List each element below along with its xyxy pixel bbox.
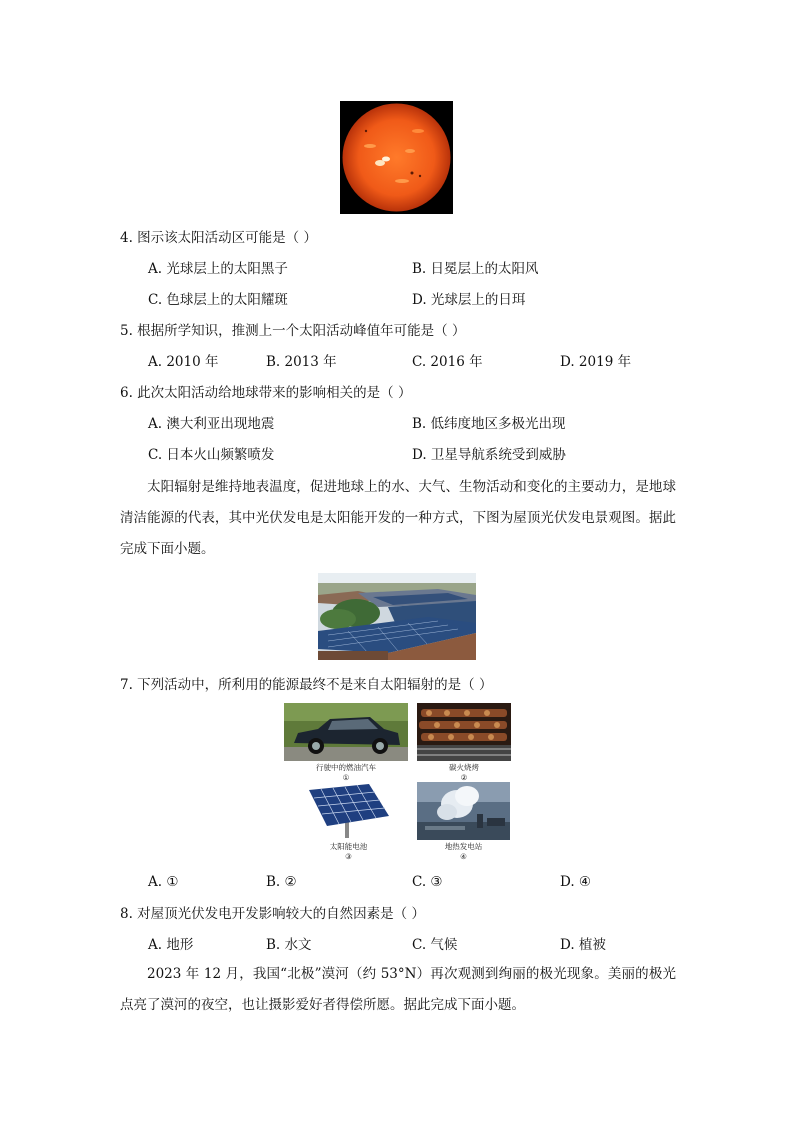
q7-option-b[interactable]: B. ② xyxy=(266,874,297,890)
q6-option-d[interactable]: D. 卫星导航系统受到威胁 xyxy=(412,447,566,463)
fuel-car-image xyxy=(284,703,408,761)
solar-panel-caption-text: 太阳能电池 xyxy=(329,842,368,851)
geothermal-plant-caption-num: ④ xyxy=(460,852,467,861)
q8-stem: 8. 对屋顶光伏发电开发影响较大的自然因素是（ ） xyxy=(120,906,425,922)
q4-option-c[interactable]: C. 色球层上的太阳耀斑 xyxy=(148,292,288,308)
q5-stem: 5. 根据所学知识，推测上一个太阳活动峰值年可能是（ ） xyxy=(120,323,466,339)
fuel-car-caption-text: 行驶中的燃油汽车 xyxy=(316,763,376,772)
q6-stem: 6. 此次太阳活动给地球带来的影响相关的是（ ） xyxy=(120,385,412,401)
passage-solar-radiation-text: 太阳辐射是维持地表温度，促进地球上的水、大气、生物活动和变化的主要动力，是地球清洁能源的代表，其中光伏发电是太阳能开发的一种方式，下图为屋顶光伏发电景观图。据此完成下面小题。 xyxy=(120,479,676,557)
q7-option-a[interactable]: A. ① xyxy=(148,874,179,890)
fuel-car-caption xyxy=(284,763,408,783)
passage-aurora xyxy=(120,959,676,1021)
q8-option-d[interactable]: D. 植被 xyxy=(560,937,606,953)
q6-option-b[interactable]: B. 低纬度地区多极光出现 xyxy=(412,416,566,432)
q8-option-a[interactable]: A. 地形 xyxy=(148,937,194,953)
q4-option-b[interactable]: B. 日冕层上的太阳风 xyxy=(412,261,539,277)
charcoal-bbq-image xyxy=(417,703,511,761)
q5-option-b[interactable]: B. 2013 年 xyxy=(266,354,337,370)
geothermal-plant-caption-text: 地热发电站 xyxy=(444,842,483,851)
q6-option-c[interactable]: C. 日本火山频繁喷发 xyxy=(148,447,275,463)
solar-panel-caption xyxy=(295,842,402,862)
q5-option-a[interactable]: A. 2010 年 xyxy=(148,354,219,370)
charcoal-bbq-caption-num: ② xyxy=(460,773,468,782)
q5-option-d[interactable]: D. 2019 年 xyxy=(560,354,632,370)
geothermal-plant-image xyxy=(417,782,510,840)
q4-stem: 4. 图示该太阳活动区可能是（ ） xyxy=(120,230,317,246)
q5-option-c[interactable]: C. 2016 年 xyxy=(412,354,483,370)
solar-panel-image xyxy=(305,782,392,840)
q8-option-c[interactable]: C. 气候 xyxy=(412,937,458,953)
q7-option-c[interactable]: C. ③ xyxy=(412,874,443,890)
passage-solar-radiation xyxy=(120,472,676,565)
q7-option-d[interactable]: D. ④ xyxy=(560,874,592,890)
q8-option-b[interactable]: B. 水文 xyxy=(266,937,312,953)
passage-aurora-text: 2023 年 12 月，我国“北极”漠河（约 53°N）再次观测到绚丽的极光现象。美丽的极光点亮了漠河的夜空，也让摄影爱好者得偿所愿。据此完成下面小题。 xyxy=(120,966,676,1013)
q6-option-a[interactable]: A. 澳大利亚出现地震 xyxy=(148,416,275,432)
q4-option-a[interactable]: A. 光球层上的太阳黑子 xyxy=(148,261,288,277)
geothermal-plant-caption xyxy=(417,842,510,862)
q7-stem: 7. 下列活动中，所利用的能源最终不是来自太阳辐射的是（ ） xyxy=(120,677,493,693)
charcoal-bbq-caption xyxy=(417,763,511,783)
sun-image xyxy=(340,101,453,214)
fuel-car-caption-num: ① xyxy=(342,773,350,782)
q4-option-d[interactable]: D. 光球层上的日珥 xyxy=(412,292,526,308)
solar-panel-caption-num: ③ xyxy=(345,852,352,861)
charcoal-bbq-caption-text: 碳火烧烤 xyxy=(449,763,479,772)
rooftop-pv-image xyxy=(318,573,476,660)
